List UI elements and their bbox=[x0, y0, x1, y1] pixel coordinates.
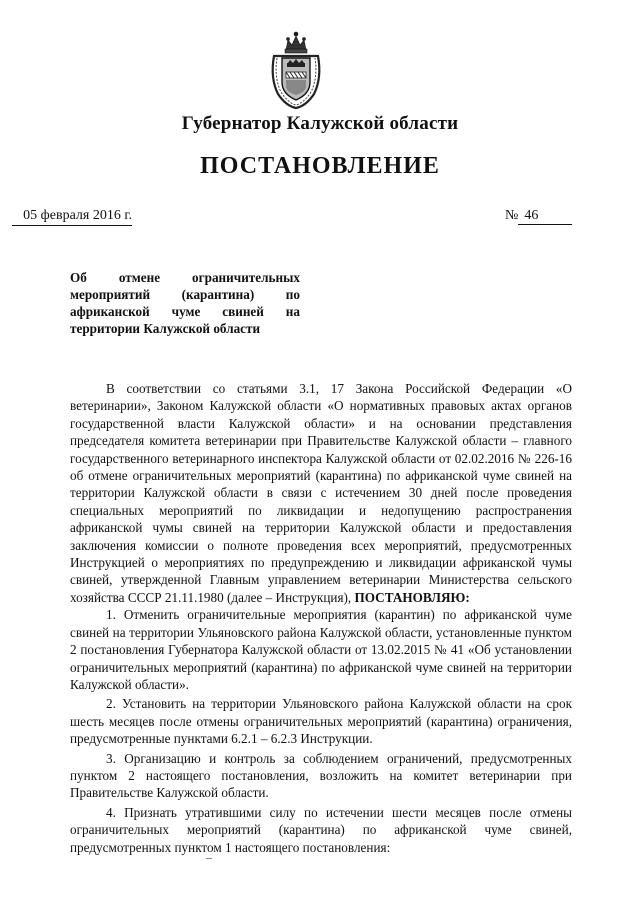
document-number bbox=[505, 208, 586, 225]
preamble-paragraph bbox=[70, 380, 572, 606]
scan-mark bbox=[206, 858, 212, 859]
kaluga-coat-of-arms-icon bbox=[268, 30, 324, 110]
document-type-title: ПОСТАНОВЛЕНИЕ bbox=[200, 153, 440, 179]
list-item: 4. Признать утратившими силу по истечении шести месяцев после отмены ограничительных мероприятий (карантина) по африканской чуме свиней, предусмотренных пунктом 1 настоящего постановления: bbox=[70, 804, 572, 855]
list-item: 3. Организацию и контроль за соблюдением ограничений, предусмотренных пунктом 2 настоящего постановления, возложить на комитет ветеринарии при Правительстве Калужской области. bbox=[70, 750, 572, 801]
decree-word: ПОСТАНОВЛЯЮ: bbox=[354, 589, 470, 605]
subject-line: Об отмене ограничительных bbox=[70, 270, 300, 285]
document-subject bbox=[70, 269, 300, 337]
document-body bbox=[70, 380, 572, 856]
document-date: 05 февраля 2016 г. bbox=[12, 208, 132, 226]
list-item: 1. Отменить ограничительные мероприятия (карантин) по африканской чуме свиней на территории Ульяновского района Калужской области, установленные пунктом 2 постановления Губернатора Калужской области от 13.02.2015 № 41 «Об установлении ограничительных мероприятий (карантина) по африканской чуме свиней на территории Калужской области». bbox=[70, 607, 572, 692]
preamble-text: В соответствии со статьями 3.1, 17 Закона Российской Федерации «О ветеринарии», Законом Калужской области «О нормативных правовых актах органов государственной власти Калужской области» и на основании представления председателя комитета ветеринарии при Правительстве Калужской области – главного государственного ветеринарного инспектора Калужской области от 02.02.2016 № 226-16 об отмене ограничительных мероприятий (карантина) по африканской чуме свиней на территории Калужской области в связи с истечением 30 дней после проведения специальных мероприятий по ликвидации и недопущению распространения африканской чумы свиней на территории Калужской области и предоставления заключения комиссии о полноте проведения всех мероприятий, предусмотренных Инструкцией о мероприятиях по предупреждению и ликвидации африканской чумы свиней, утвержденной Главным управлением ветеринарии Министерства сельского хозяйства СССР 21.11.1980 (далее – Инструкция), bbox=[70, 381, 572, 605]
list-item: 2. Установить на территории Ульяновского района Калужской области на срок шесть месяцев после отмены ограничительных мероприятий (карантина) ограничения, предусмотренные пунктами 6.2.1 – 6.2.3 Инструкции. bbox=[70, 696, 572, 747]
number-value: 46 bbox=[518, 208, 572, 225]
number-label: № bbox=[505, 208, 519, 223]
issuer-title: Губернатор Калужской области bbox=[181, 113, 459, 134]
subject-line: мероприятий (карантина) по bbox=[70, 287, 300, 302]
subject-line: территории Калужской области bbox=[70, 321, 261, 336]
subject-line: африканской чуме свиней на bbox=[70, 304, 300, 319]
